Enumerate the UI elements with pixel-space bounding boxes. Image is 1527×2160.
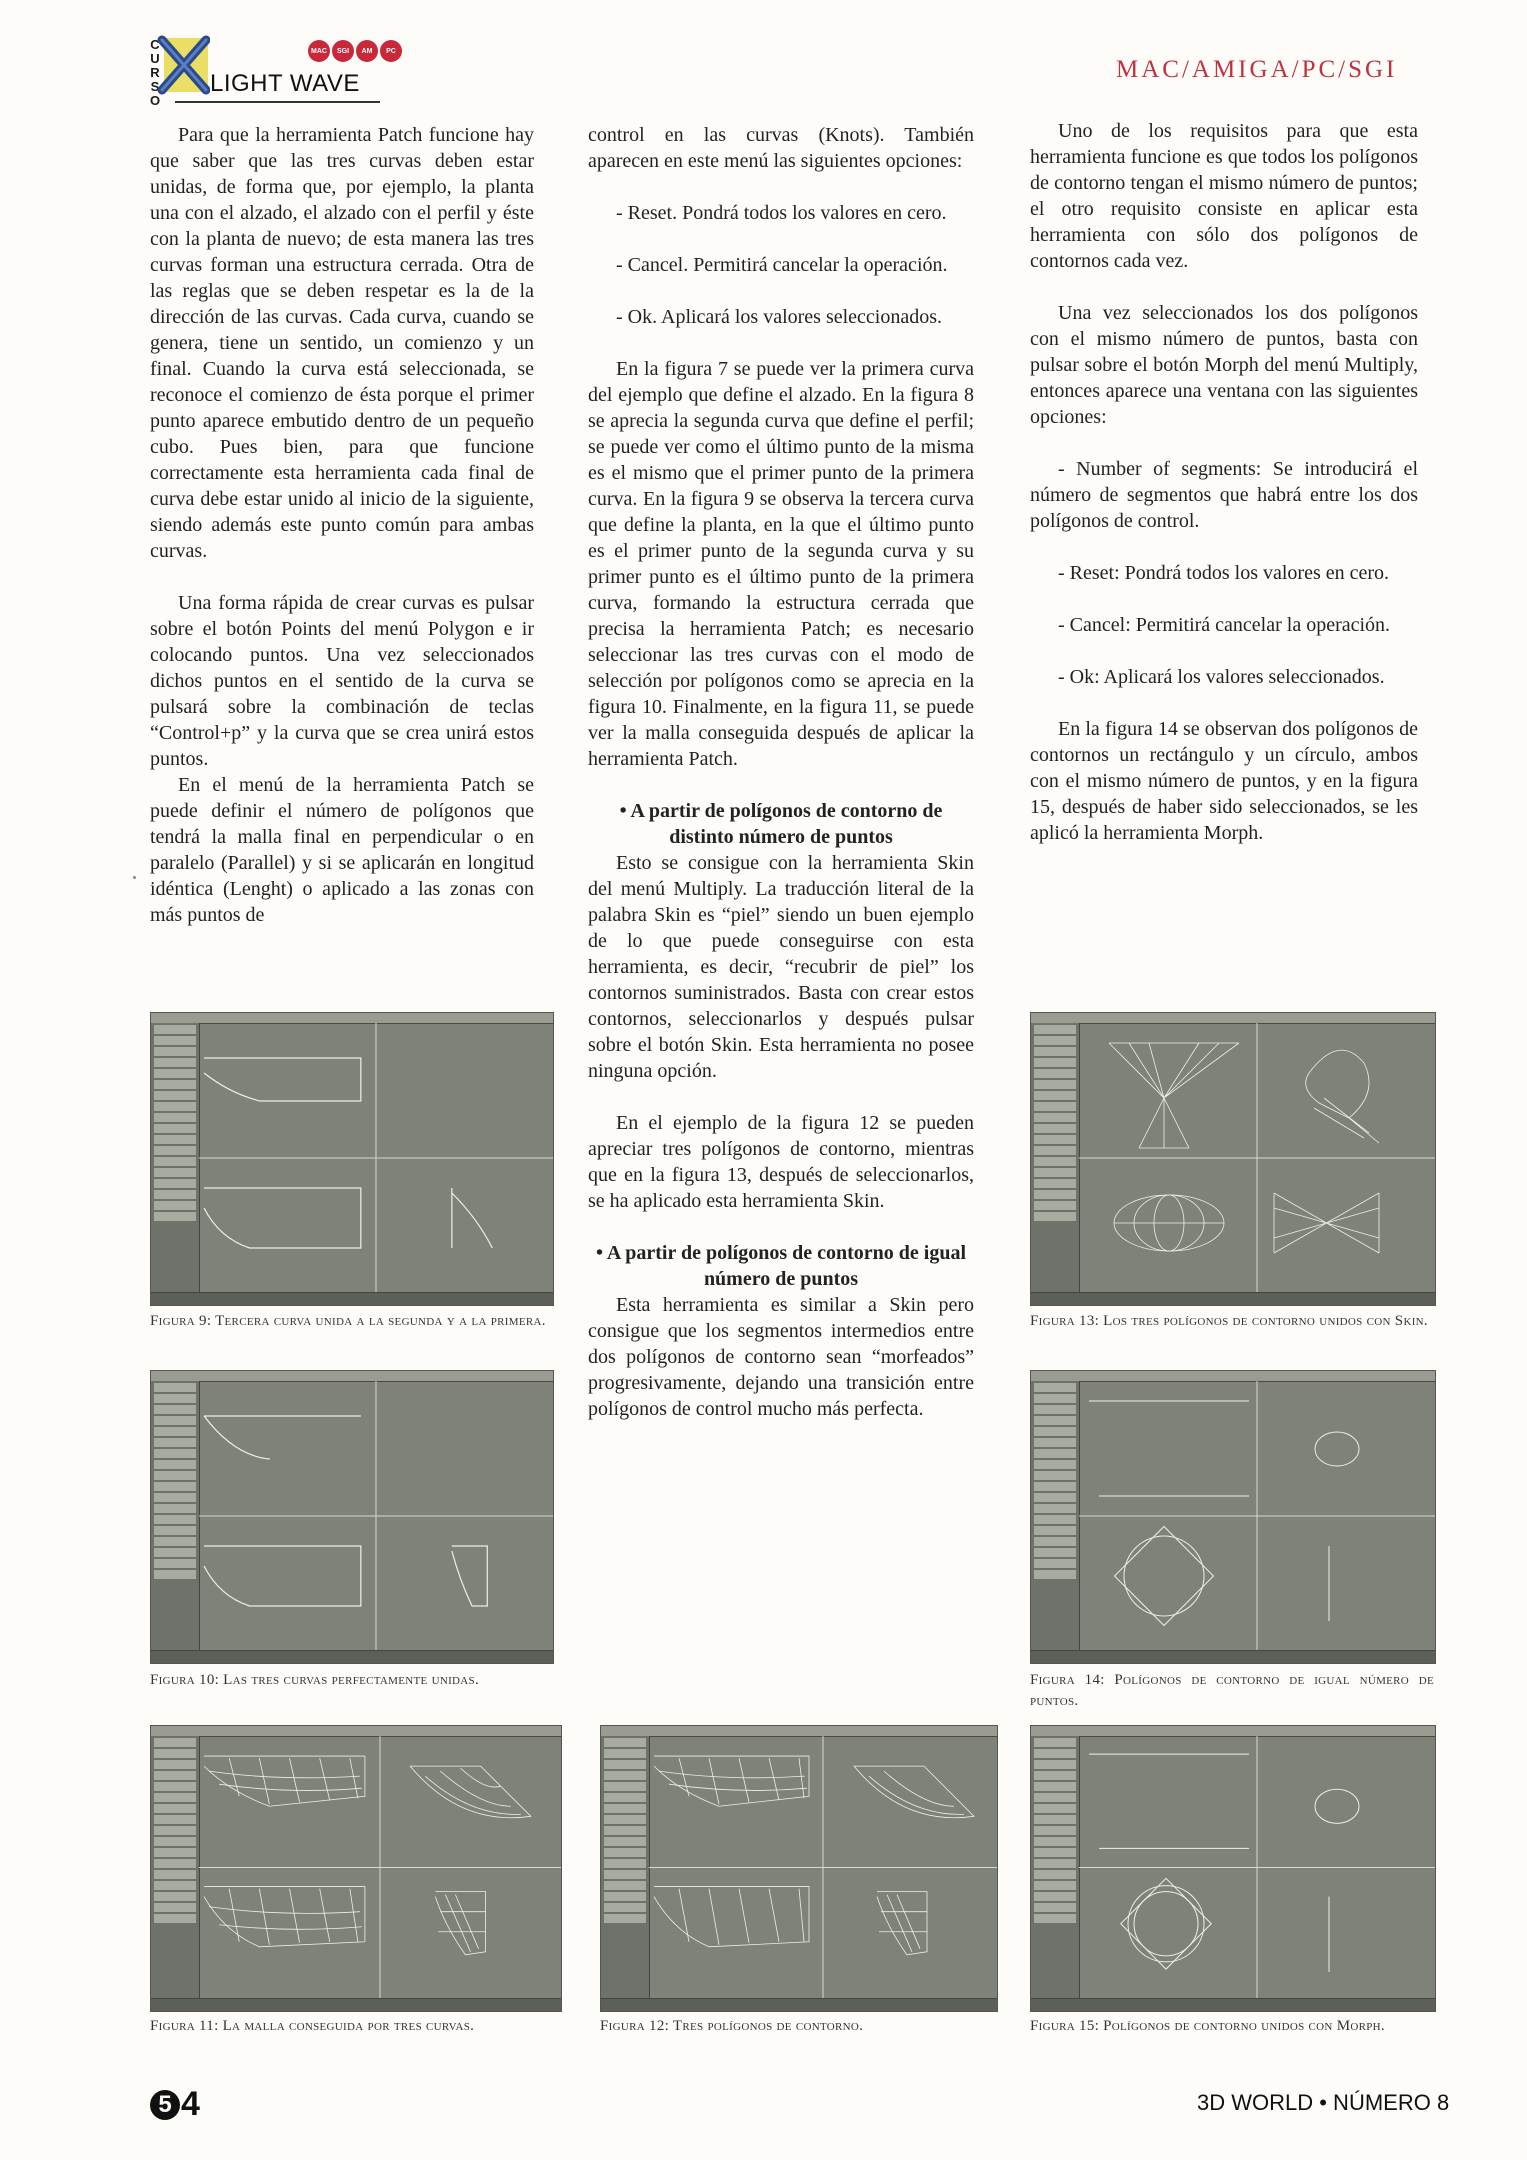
column-3 <box>1030 118 1418 846</box>
paragraph: - Cancel. Permitirá cancelar la operación. <box>616 254 948 276</box>
tool-sidebar <box>151 1381 200 1651</box>
paragraph: Para que la herramienta Patch funcione hay que saber que las tres curvas deben estar unidas, de forma que, por ejemplo, la planta una con el alzado, el alzado con el perfil y éste con la planta de nuevo; de esta manera las tres curvas forman una estructura cerrada. Otra de las reglas que se deben respetar es la de la dirección de las curvas. Cada curva, cuando se genera, tiene un sentido, un comienzo y un final. Cuando la curva está seleccionada, se reconoce el comienzo de ésta porque el primer punto aparece embutido dentro de un pequeño cubo. Pues bien, para que funcione correctamente esta herramienta cada final de curva debe estar unido al inicio de la siguiente, siendo además este punto común para ambas curvas. <box>150 124 534 562</box>
paragraph: En la figura 7 se puede ver la primera curva del ejemplo que define el alzado. En la figura 8 se aprecia la segunda curva que define el perfil; se puede ver como el último punto de la misma es el mismo que el primer punto de la primera curva. En la figura 9 se observa la tercera curva que define la planta, en la que el último punto es el primer punto de la segunda curva y su primer punto es el último punto de la primera curva, formando la estructura cerrada que precisa la herramienta Patch; es necesario seleccionar las tres curvas con el modo de selección por polígonos como se aprecia en la figura 10. Finalmente, en la figura 11, se puede ver la malla conseguida después de aplicar la herramienta Patch. <box>588 358 974 770</box>
page-number <box>150 2085 200 2124</box>
viewports <box>199 1736 561 1999</box>
paragraph: En la figura 14 se observan dos polígonos de contornos un rectángulo y un círculo, ambos con el mismo número de puntos, y en la figura 15, después de haber sido seleccionados, se les aplicó la herramienta Morph. <box>1030 718 1418 844</box>
figure-12-caption: Figura 12: Tres polígonos de contorno. <box>600 2018 864 2034</box>
subheading: • A partir de polígonos de contorno de distinto número de puntos <box>619 800 943 848</box>
subheading: • A partir de polígonos de contorno de igual número de puntos <box>595 1242 966 1290</box>
paragraph: - Number of segments: Se introducirá el número de segmentos que habrá entre los dos polígonos de control. <box>1030 458 1418 532</box>
viewports <box>1079 1381 1435 1651</box>
paragraph: control en las curvas (Knots). También aparecen en este menú las siguientes opciones: <box>588 124 974 172</box>
paragraph: - Ok: Aplicará los valores seleccionados. <box>1058 666 1385 688</box>
logo-title: LIGHT WAVE <box>210 70 360 97</box>
paragraph: - Reset. Pondrá todos los valores en cero. <box>616 202 947 224</box>
margin-mark <box>133 876 136 879</box>
paragraph: En el menú de la herramienta Patch se puede definir el número de polígonos que tendrá la malla final en perpendicular o en paralelo (Parallel) y si se aplicarán en longitud idéntica (Lenght) o aplicado a las zonas con más puntos de <box>150 774 534 926</box>
platform-badge: PC <box>380 40 402 62</box>
figure-13-screenshot <box>1030 1012 1436 1306</box>
figure-15-screenshot <box>1030 1725 1436 2012</box>
status-bar <box>1031 1650 1435 1663</box>
figure-9-caption: Figura 9: Tercera curva unida a la segunda y a la primera. <box>150 1313 546 1329</box>
figure-12-screenshot <box>600 1725 998 2012</box>
logo-letter: S <box>150 79 160 94</box>
status-bar <box>151 1650 553 1663</box>
paragraph: - Cancel: Permitirá cancelar la operación. <box>1058 614 1391 636</box>
column-2 <box>588 122 974 1422</box>
figure-15-caption: Figura 15: Polígonos de contorno unidos con Morph. <box>1030 2018 1385 2034</box>
viewports <box>199 1023 553 1293</box>
page-number-digit: 5 <box>150 2090 180 2120</box>
status-bar <box>151 1998 561 2011</box>
logo-letter: U <box>150 51 160 66</box>
tool-sidebar <box>601 1736 650 1999</box>
viewports <box>1079 1023 1435 1293</box>
platform-badge: AM <box>356 40 378 62</box>
page-number-rest: 4 <box>181 2085 200 2123</box>
platform-badge: SGI <box>332 40 354 62</box>
paragraph: - Ok. Aplicará los valores seleccionados. <box>616 306 943 328</box>
tool-sidebar <box>151 1023 200 1293</box>
figure-9-screenshot <box>150 1012 554 1306</box>
figure-10-caption: Figura 10: Las tres curvas perfectamente unidas. <box>150 1672 480 1688</box>
tool-sidebar <box>1031 1381 1080 1651</box>
tool-sidebar <box>151 1736 200 1999</box>
platform-badge: MAC <box>308 40 330 62</box>
paragraph: Una vez seleccionados los dos polígonos con el mismo número de puntos, basta con pulsar sobre el botón Morph del menú Multiply, entonces aparece una ventana con las siguientes opciones: <box>1030 302 1418 428</box>
status-bar <box>151 1292 553 1305</box>
platform-badges <box>308 40 402 62</box>
tool-sidebar <box>1031 1736 1080 1999</box>
viewports <box>649 1736 997 1999</box>
section-label: MAC/AMIGA/PC/SGI <box>1116 56 1398 83</box>
viewports <box>1079 1736 1435 1999</box>
status-bar <box>601 1998 997 2011</box>
logo-letter: R <box>150 65 160 80</box>
paragraph: En el ejemplo de la figura 12 se pueden apreciar tres polígonos de contorno, mientras que en la figura 13, después de seleccionarlos, se ha aplicado esta herramienta Skin. <box>588 1112 974 1212</box>
paragraph: - Reset: Pondrá todos los valores en cero. <box>1058 562 1390 584</box>
viewports <box>199 1381 553 1651</box>
figure-10-screenshot <box>150 1370 554 1664</box>
tool-sidebar <box>1031 1023 1080 1293</box>
figure-13-caption: Figura 13: Los tres polígonos de contorno unidos con Skin. <box>1030 1313 1428 1329</box>
footer-publication: 3D WORLD • NÚMERO 8 <box>1197 2090 1450 2115</box>
paragraph: Uno de los requisitos para que esta herramienta funcione es que todos los polígonos de contorno tengan el mismo número de puntos; el otro requisito consiste en aplicar esta herramienta con sólo dos polígonos de contornos cada vez. <box>1030 120 1418 272</box>
status-bar <box>1031 1292 1435 1305</box>
figure-11-caption: Figura 11: La malla conseguida por tres curvas. <box>150 2018 475 2034</box>
figure-11-screenshot <box>150 1725 562 2012</box>
paragraph: Una forma rápida de crear curvas es pulsar sobre el botón Points del menú Polygon e ir colocando puntos. Una vez seleccionados dichos puntos en el sentido de la curva se pulsará sobre la combinación de teclas “Control+p” y la curva que se crea unirá estos puntos. <box>150 592 534 770</box>
logo-letter: C <box>150 37 160 52</box>
figure-14-screenshot <box>1030 1370 1436 1664</box>
logo-underline <box>175 101 380 103</box>
logo-x-icon <box>148 34 210 96</box>
status-bar <box>1031 1998 1435 2011</box>
logo-letter: O <box>149 93 161 108</box>
column-1 <box>150 122 534 928</box>
paragraph: Esto se consigue con la herramienta Skin del menú Multiply. La traducción literal de la palabra Skin es “piel” siendo un buen ejemplo de lo que puede conseguirse con esta herramienta, es decir, “recubrir de piel” los contornos suministrados. Basta con crear estos contornos, seleccionarlos y después pulsar sobre el botón Skin. Esta herramienta no posee ninguna opción. <box>588 852 974 1082</box>
paragraph: Esta herramienta es similar a Skin pero consigue que los segmentos intermedios entre dos polígonos de contorno sean “morfeados” progresivamente, dejando una transición entre polígonos de control mucho más perfecta. <box>588 1294 974 1420</box>
figure-14-caption: Figura 14: Polígonos de contorno de igual número de puntos. <box>1030 1672 1434 1709</box>
